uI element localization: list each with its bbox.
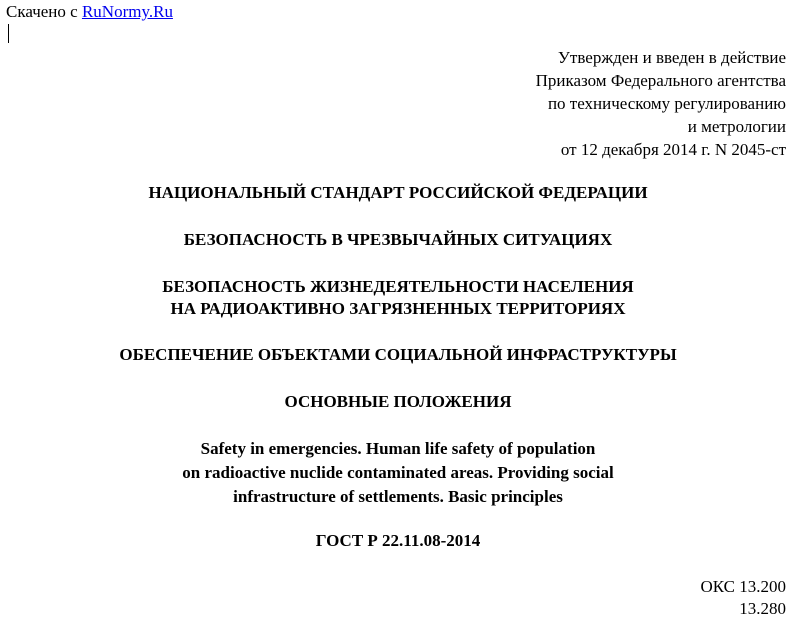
english-title-line: infrastructure of settlements. Basic principles [233,487,563,506]
english-title-line: Safety in emergencies. Human life safety of population [200,439,596,458]
text-cursor [8,24,9,43]
infrastructure-text: ОБЕСПЕЧЕНИЕ ОБЪЕКТАМИ СОЦИАЛЬНОЙ ИНФРАСТРУКТУРЫ [119,345,677,364]
approval-line: от 12 декабря 2014 г. N 2045-ст [560,140,786,159]
english-title [0,437,790,509]
life-safety-title [0,276,790,320]
approval-line: и метрологии [687,117,786,136]
gost-number-text: ГОСТ Р 22.11.08-2014 [315,531,481,550]
approval-line: по техническому регулированию [547,94,786,113]
english-title-line: on radioactive nuclide contaminated areas. Providing social [182,463,614,482]
basic-provisions-title [0,391,790,413]
emergency-safety-text: БЕЗОПАСНОСТЬ В ЧРЕЗВЫЧАЙНЫХ СИТУАЦИЯХ [183,230,613,249]
oks-line: ОКС 13.200 [700,577,786,596]
source-prefix: Скачено с [6,2,82,21]
source-line [6,2,173,22]
life-safety-line: БЕЗОПАСНОСТЬ ЖИЗНЕДЕЯТЕЛЬНОСТИ НАСЕЛЕНИЯ [162,277,634,296]
infrastructure-title [0,344,790,366]
national-standard-title [0,182,790,204]
approval-line: Приказом Федерального агентства [535,71,786,90]
life-safety-line: НА РАДИОАКТИВНО ЗАГРЯЗНЕННЫХ ТЕРРИТОРИЯХ [170,299,626,318]
source-link[interactable]: RuNormy.Ru [81,2,173,21]
basic-provisions-text: ОСНОВНЫЕ ПОЛОЖЕНИЯ [284,392,512,411]
oks-line: 13.280 [739,599,786,618]
approval-block [536,46,786,161]
oks-codes [700,576,786,620]
approval-line: Утвержден и введен в действие [557,48,786,67]
gost-number [0,530,790,552]
emergency-safety-title [0,229,790,251]
national-standard-text: НАЦИОНАЛЬНЫЙ СТАНДАРТ РОССИЙСКОЙ ФЕДЕРАЦИИ [148,183,648,202]
